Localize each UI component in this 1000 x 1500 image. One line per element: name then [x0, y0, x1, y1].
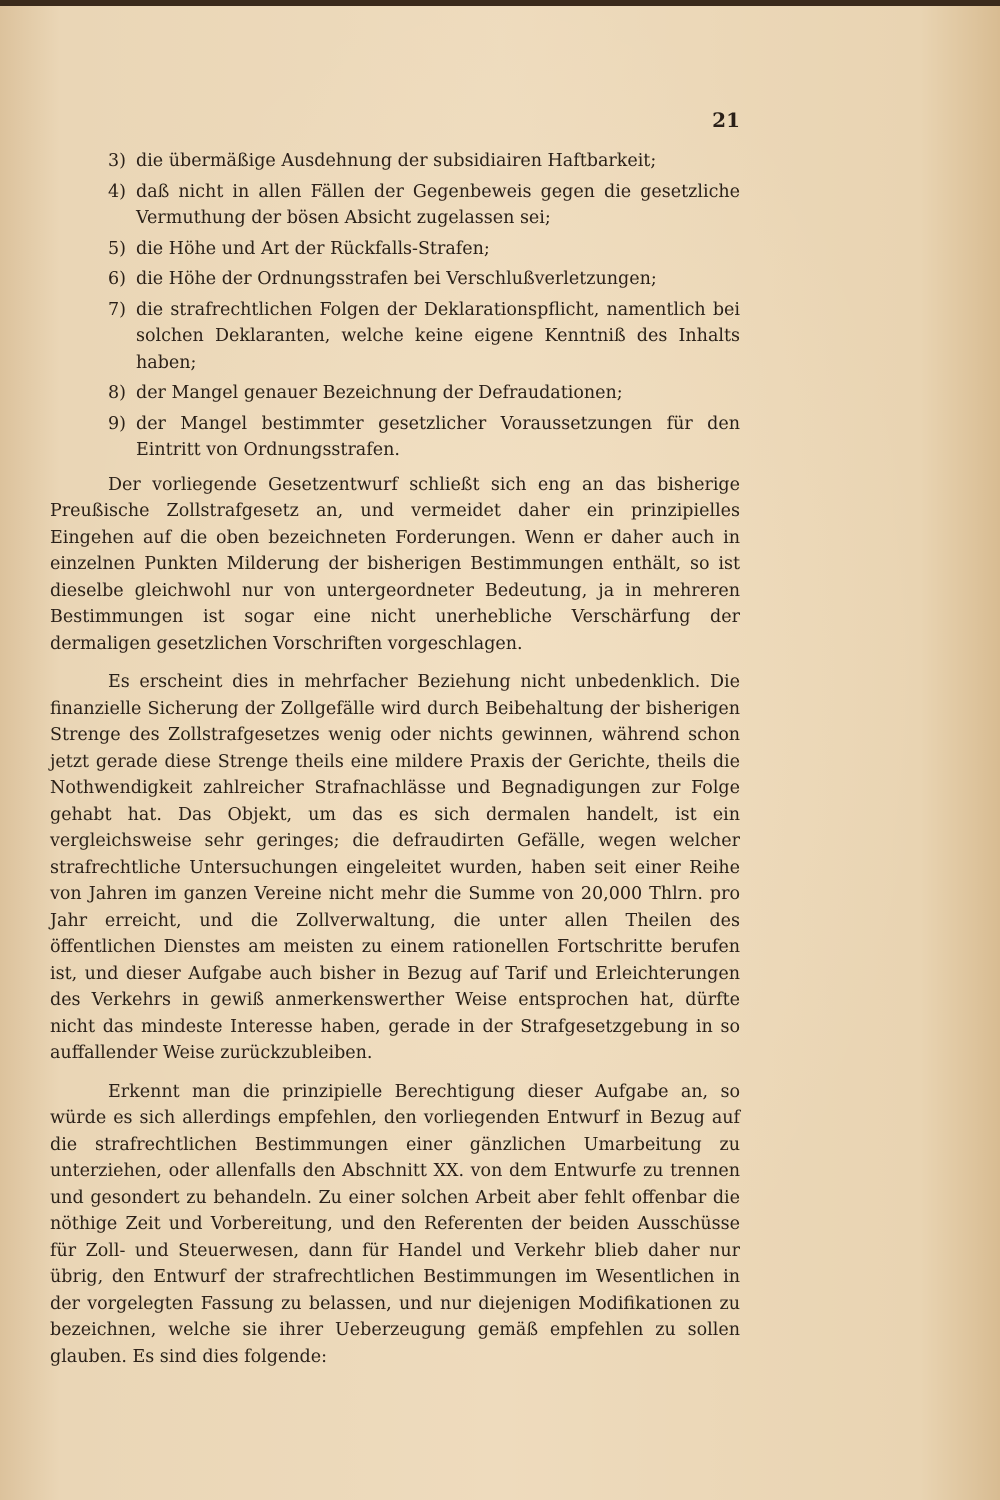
list-item-number: 9)	[108, 413, 126, 434]
page-number: 21	[712, 108, 740, 132]
list-item-number: 6)	[108, 269, 126, 289]
list-item-text: die übermäßige Ausdehnung der subsidiairen Haftbarkeit;	[136, 151, 657, 171]
list-item-text: die strafrechtlichen Folgen der Deklarationspflicht, namentlich bei solchen Deklaranten, welche keine eigene Kenntniß des Inhalts haben;	[136, 299, 740, 373]
list-item-text: daß nicht in allen Fällen der Gegenbeweis gegen die gesetzliche Vermuthung der bösen Absicht zugelassen sei;	[136, 181, 740, 228]
list-item	[50, 179, 740, 232]
paragraph-recommendation: Erkennt man die prinzipielle Berechtigung dieser Aufgabe an, so würde es sich allerdings empfehlen, den vorliegenden Entwurf in Bezug auf die strafrechtlichen Bestimmungen einer gänzlichen Umarbeitung zu unterziehen, oder allenfalls den Abschnitt XX. von dem Entwurfe zu trennen und gesondert zu behandeln. Zu einer solchen Arbeit aber fehlt offenbar die nöthige Zeit und Vorbereitung, und den Referenten der beiden Ausschüsse für Zoll- und Steuerwesen, dann für Handel und Verkehr blieb daher nur übrig, den Entwurf der strafrechtlichen Bestimmungen im Wesentlichen in der vorgelegten Fassung zu belassen, und nur diejenigen Modifikationen zu bezeichnen, welche sie ihrer Ueberzeugung gemäß empfehlen zu sollen glauben. Es sind dies folgende:	[50, 1081, 740, 1367]
list-item-text: die Höhe der Ordnungsstrafen bei Verschlußverletzungen;	[136, 269, 657, 289]
list-item	[50, 266, 740, 293]
list-item	[50, 411, 740, 464]
body-text	[50, 148, 740, 1382]
list-item-number: 4)	[108, 181, 126, 202]
list-item	[50, 297, 740, 377]
list-item-number: 7)	[108, 299, 126, 320]
list-item	[50, 380, 740, 407]
list-item-text: die Höhe und Art der Rückfalls-Strafen;	[136, 238, 490, 259]
paragraph-draft-law: Der vorliegende Gesetzentwurf schließt sich eng an das bisherige Preußische Zollstrafgesetz an, und vermeidet daher ein prinzipielles Eingehen auf die oben bezeichneten Forderungen. Wenn er daher auch in einzelnen Punkten Milderung der bisherigen Bestimmungen enthält, so ist dieselbe gleichwohl nur von untergeordneter Bedeutung, ja in mehreren Bestimmungen ist sogar eine nicht unerhebliche Verschärfung der dermaligen gesetzlichen Vorschriften vorgeschlagen.	[50, 474, 740, 654]
list-item-number: 5)	[108, 238, 126, 259]
list-item	[50, 148, 740, 175]
list-item-number: 3)	[108, 151, 126, 171]
page-top-edge	[0, 0, 1000, 6]
paragraph-concerns: Es erscheint dies in mehrfacher Beziehung nicht unbedenklich. Die finanzielle Sicherung der Zollgefälle wird durch Beibehaltung der bisherigen Strenge des Zollstrafgesetzes wenig oder nichts gewinnen, während schon jetzt gerade diese Strenge theils eine mildere Praxis der Gerichte, theils die Nothwendigkeit zahlreicher Strafnachlässe und Begnadigungen zur Folge gehabt hat. Das Objekt, um das es sich dermalen handelt, ist ein vergleichsweise sehr geringes; die defraudirten Gefälle, wegen welcher strafrechtliche Untersuchungen eingeleitet wurden, haben seit einer Reihe von Jahren im ganzen Vereine nicht mehr die Summe von 20,000 Thlrn. pro Jahr erreicht, und die Zollverwaltung, die unter allen Theilen des öffentlichen Dienstes am meisten zu einem rationellen Fortschritte berufen ist, und dieser Aufgabe auch bisher in Bezug auf Tarif und Erleichterungen des Verkehrs in gewiß anmerkenswerther Weise entsprochen hat, dürfte nicht das mindeste Interesse haben, gerade in der Strafgesetzgebung in so auffallender Weise zurückzubleiben.	[50, 672, 740, 1063]
list-item-number: 8)	[108, 383, 126, 403]
list-item	[50, 236, 740, 263]
list-item-text: der Mangel bestimmter gesetzlicher Voraussetzungen für den Eintritt von Ordnungsstrafen.	[136, 413, 740, 460]
list-item-text: der Mangel genauer Bezeichnung der Defraudationen;	[136, 383, 623, 403]
